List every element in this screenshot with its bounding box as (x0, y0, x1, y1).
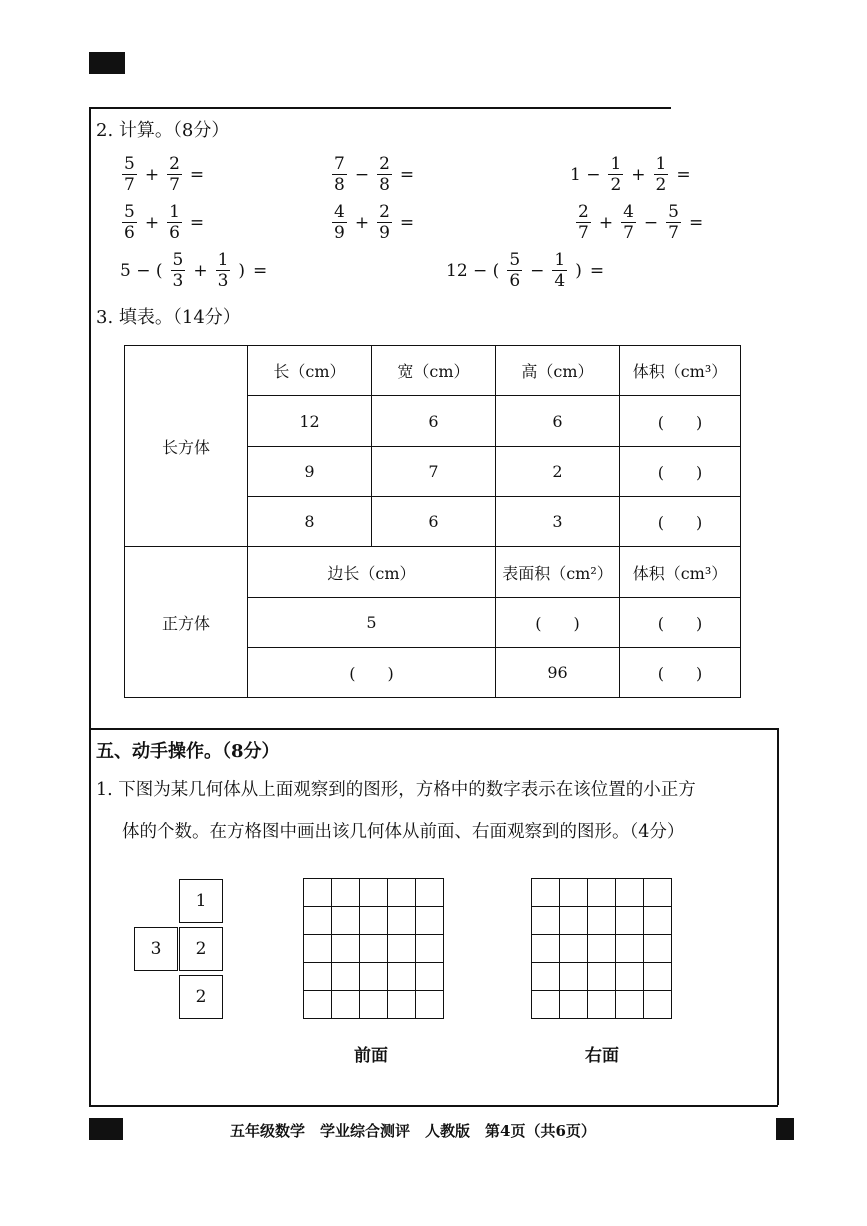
table-header: 体积（cm³） (620, 346, 741, 396)
calc-4: $\frac{5}{6}$ + $\frac{1}{6}$ = (124, 202, 205, 243)
fraction: $\frac{5}{6}$ (509, 250, 521, 291)
fraction: $\frac{2}{7}$ (578, 202, 589, 243)
answer-blank[interactable]: ( ) (248, 648, 496, 698)
fraction: $\frac{5}{7}$ (124, 154, 135, 195)
table-cell: 9 (248, 447, 372, 497)
table-header: 表面积（cm²） (496, 547, 620, 598)
cube-label: 正方体 (125, 547, 248, 698)
right-view-grid[interactable] (531, 878, 672, 1019)
table-cell: 96 (496, 648, 620, 698)
fraction: $\frac{1}{3}$ (217, 250, 229, 291)
answer-blank[interactable]: ( ) (620, 396, 741, 447)
fraction: $\frac{5}{7}$ (668, 202, 679, 243)
front-view-grid[interactable] (303, 878, 444, 1019)
q1-text-line2: 体的个数。在方格图中画出该几何体从前面、右面观察到的图形。（4分） (122, 822, 685, 842)
calc-5: $\frac{4}{9}$ + $\frac{2}{9}$ = (334, 202, 415, 243)
top-view-cell: 3 (134, 927, 178, 971)
answer-blank[interactable]: ( ) (496, 598, 620, 648)
answer-blank[interactable]: ( ) (620, 447, 741, 497)
fraction: $\frac{2}{8}$ (379, 154, 390, 195)
table-cell: 3 (496, 497, 620, 547)
top-view-cell: 2 (179, 927, 223, 971)
fraction: $\frac{1}{4}$ (554, 250, 566, 291)
table-cell: 8 (248, 497, 372, 547)
q3-title: 3. 填表。（14分） (96, 307, 241, 328)
table-header: 宽（cm） (372, 346, 496, 396)
fraction: $\frac{4}{7}$ (623, 202, 634, 243)
fraction: $\frac{1}{6}$ (169, 202, 180, 243)
frame-left-line (89, 107, 91, 1105)
registration-mark-bottom-left (89, 1118, 123, 1140)
table-cell: 6 (372, 396, 496, 447)
registration-mark-bottom-right (776, 1118, 794, 1140)
page-footer: 五年级数学 学业综合测评 人教版 第4页（共6页） (230, 1122, 596, 1140)
table-header: 边长（cm） (248, 547, 496, 598)
table-cell: 2 (496, 447, 620, 497)
calc-3: 1 − $\frac{1}{2}$ + $\frac{1}{2}$ = (570, 154, 691, 195)
fraction: $\frac{1}{2}$ (610, 154, 622, 195)
registration-mark-top-left (89, 52, 125, 74)
fraction: $\frac{5}{6}$ (124, 202, 135, 243)
calc-2: $\frac{7}{8}$ − $\frac{2}{8}$ = (334, 154, 415, 195)
front-view-label: 前面 (354, 1046, 388, 1066)
fraction: $\frac{2}{9}$ (379, 202, 390, 243)
table-cell: 6 (372, 497, 496, 547)
top-view-cell: 1 (179, 879, 223, 923)
frame-bottom-line (89, 1105, 778, 1107)
fraction: $\frac{7}{8}$ (334, 154, 345, 195)
right-view-label: 右面 (585, 1046, 619, 1066)
answer-blank[interactable]: ( ) (620, 648, 741, 698)
table-cell: 12 (248, 396, 372, 447)
table-cell: 6 (496, 396, 620, 447)
section5-title: 五、动手操作。（8分） (96, 741, 280, 762)
table-cell: 5 (248, 598, 496, 648)
fraction: $\frac{5}{3}$ (172, 250, 184, 291)
section-divider (89, 728, 778, 730)
cuboid-label: 长方体 (125, 346, 248, 547)
fraction: $\frac{4}{9}$ (334, 202, 345, 243)
q2-title: 2. 计算。（8分） (96, 120, 230, 141)
calc-8: 12 − ( $\frac{5}{6}$ − $\frac{1}{4}$ ) = (446, 250, 605, 291)
fraction: $\frac{2}{7}$ (169, 154, 180, 195)
table-header: 高（cm） (496, 346, 620, 396)
frame-top-line (89, 107, 671, 109)
top-view-cell: 2 (179, 975, 223, 1019)
calc-7: 5 − ( $\frac{5}{3}$ + $\frac{1}{3}$ ) = (120, 250, 268, 291)
fill-in-table (124, 345, 741, 698)
calc-6: $\frac{2}{7}$ + $\frac{4}{7}$ − $\frac{5}{7}$ = (578, 202, 704, 243)
answer-blank[interactable]: ( ) (620, 598, 741, 648)
table-header: 体积（cm³） (620, 547, 741, 598)
q1-text-line1: 1. 下图为某几何体从上面观察到的图形，方格中的数字表示在该位置的小正方 (96, 780, 696, 800)
table-cell: 7 (372, 447, 496, 497)
frame-right-line (777, 728, 779, 1105)
answer-blank[interactable]: ( ) (620, 497, 741, 547)
table-header: 长（cm） (248, 346, 372, 396)
calc-1: $\frac{5}{7}$ + $\frac{2}{7}$ = (124, 154, 205, 195)
fraction: $\frac{1}{2}$ (655, 154, 667, 195)
